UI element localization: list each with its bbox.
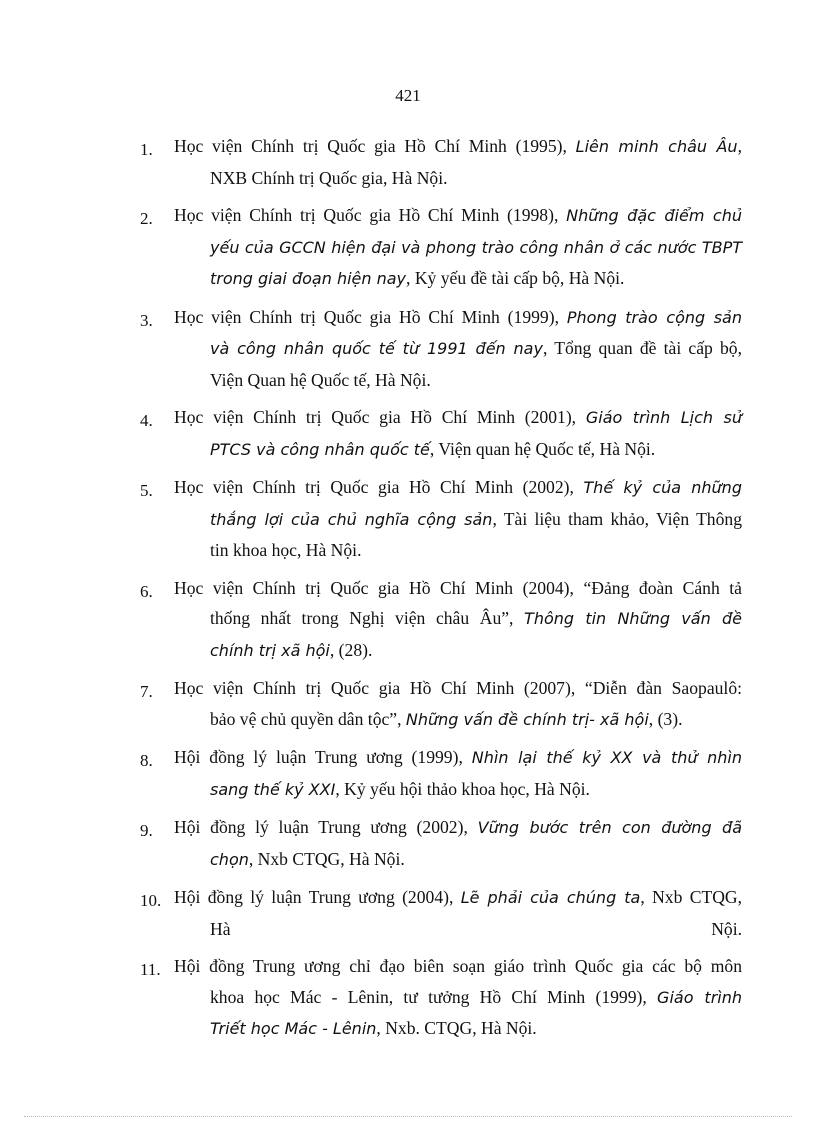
reference-title: Vững bước trên con đường đã [477, 818, 742, 837]
reference-segment: thống nhất trong Nghị viện châu Âu”, [210, 608, 525, 628]
reference-number: 6. [140, 581, 153, 601]
reference-segment: , Kỷ yếu đề tài cấp bộ, Hà Nội. [406, 268, 625, 288]
reference-list [140, 131, 742, 1052]
reference-line [174, 635, 742, 667]
reference-title: Giáo trình [657, 987, 743, 1007]
reference-title: trong giai đoạn hiện nay [210, 269, 407, 288]
reference-line [174, 333, 742, 365]
reference-line [174, 504, 742, 536]
reference-line [174, 1013, 742, 1045]
reference-title: sang thế kỷ XXI [210, 779, 336, 799]
reference-item [140, 402, 742, 465]
reference-line [174, 704, 742, 736]
reference-item [140, 573, 742, 667]
reference-line [174, 573, 742, 604]
reference-line [174, 163, 742, 194]
reference-line [174, 200, 742, 232]
reference-line [174, 774, 742, 806]
reference-line [174, 365, 742, 396]
reference-line [174, 951, 742, 982]
reference-title: Thế kỷ của những [583, 478, 742, 497]
reference-segment: Hà [210, 918, 231, 939]
reference-title: thắng lợi của chủ nghĩa cộng sản [210, 509, 493, 529]
reference-segment: , (28). [329, 639, 373, 660]
reference-segment: Hội đồng lý luận Trung ương (2004), [174, 887, 461, 907]
reference-segment: Hội đồng lý luận Trung ương (1999), [174, 747, 472, 767]
reference-title: Nhìn lại thế kỷ XX và thử nhìn [471, 748, 742, 767]
reference-text [174, 882, 742, 944]
reference-title: và công nhân quốc tế từ 1991 đến nay [210, 339, 543, 358]
reference-line [174, 982, 742, 1014]
reference-line [174, 434, 742, 466]
reference-number: 11. [140, 960, 161, 979]
reference-title: yếu của GCCN hiện đại và phong trào công nhân ở các nước TBPT [210, 237, 742, 257]
reference-segment: Học viện Chính trị Quốc gia Hồ Chí Minh (2002), [174, 477, 584, 497]
reference-line [174, 882, 742, 914]
reference-text [174, 673, 742, 735]
reference-text [174, 200, 742, 295]
reference-title: Phong trào cộng sản [566, 307, 742, 327]
reference-title: Liên minh châu Âu [575, 137, 738, 156]
reference-item [140, 742, 742, 805]
reference-segment: Học viện Chính trị Quốc gia Hồ Chí Minh (2004), “Đảng đoàn Cánh tả [174, 577, 742, 598]
reference-segment: Học viện Chính trị Quốc gia Hồ Chí Minh (2007), “Diễn đàn Saopaulô: [174, 678, 742, 698]
reference-title: Những vấn đề chính trị- xã hội [405, 709, 649, 729]
reference-text [174, 302, 742, 396]
reference-item [140, 812, 742, 875]
reference-title: chọn [210, 849, 249, 869]
reference-title: Giáo trình Lịch sử [585, 408, 742, 427]
reference-title: Lẽ phải của chúng ta [460, 888, 641, 907]
reference-text [174, 812, 742, 875]
reference-item [140, 951, 742, 1045]
reference-number: 2. [140, 209, 153, 228]
reference-title: Những đặc điểm chủ [566, 206, 742, 225]
reference-item [140, 472, 742, 566]
reference-segment: Nội. [711, 918, 742, 939]
reference-text [174, 742, 742, 805]
reference-line [174, 673, 742, 704]
reference-text [174, 951, 742, 1045]
reference-item [140, 200, 742, 295]
reference-segment: Viện Quan hệ Quốc tế, Hà Nội. [210, 369, 431, 390]
reference-segment: NXB Chính trị Quốc gia, Hà Nội. [210, 167, 448, 188]
reference-item [140, 673, 742, 735]
page-number: 421 [395, 86, 421, 105]
reference-line [174, 742, 742, 774]
reference-segment: , Nxb. CTQG, Hà Nội. [376, 1018, 537, 1038]
footer-divider [24, 1116, 792, 1117]
reference-number: 8. [140, 751, 153, 770]
reference-segment: Học viện Chính trị Quốc gia Hồ Chí Minh (1998), [174, 205, 567, 225]
reference-title: Triết học Mác - Lênin [210, 1019, 377, 1038]
reference-segment: Hội đồng lý luận Trung ương (2002), [174, 817, 478, 837]
reference-line [174, 302, 742, 334]
reference-text [174, 573, 742, 667]
reference-number: 4. [140, 411, 153, 430]
reference-segment: Hội đồng Trung ương chỉ đạo biên soạn giáo trình Quốc gia các bộ môn [174, 956, 742, 976]
reference-segment: , Nxb CTQG, Hà Nội. [248, 848, 405, 869]
reference-line [174, 603, 742, 635]
reference-line [174, 472, 742, 504]
reference-line [174, 263, 742, 295]
reference-title: PTCS và công nhân quốc tế [210, 439, 430, 459]
reference-number: 5. [140, 481, 153, 500]
reference-line [174, 131, 742, 163]
reference-segment: tin khoa học, Hà Nội. [210, 540, 362, 560]
reference-segment: , Kỷ yếu hội thảo khoa học, Hà Nội. [335, 778, 590, 799]
reference-title: Thông tin Những vấn đề [524, 609, 742, 628]
reference-text [174, 131, 742, 193]
reference-line [174, 812, 742, 844]
reference-number: 3. [140, 310, 153, 330]
reference-line [174, 844, 742, 876]
reference-segment: , Tổng quan đề tài cấp bộ, [542, 338, 742, 358]
reference-line [174, 535, 742, 566]
reference-line [174, 914, 742, 945]
reference-segment: , Nxb CTQG, [640, 887, 743, 907]
reference-segment: , (3). [648, 708, 683, 729]
reference-segment: , Viện quan hệ Quốc tế, Hà Nội. [429, 438, 656, 459]
reference-title: chính trị xã hội [210, 640, 330, 660]
reference-segment: Học viện Chính trị Quốc gia Hồ Chí Minh (1999), [174, 306, 567, 327]
reference-number: 9. [140, 821, 153, 840]
reference-segment: , Tài liệu tham khảo, Viện Thông [492, 508, 742, 529]
reference-number: 7. [140, 682, 153, 701]
reference-item [140, 131, 742, 193]
reference-line [174, 402, 742, 434]
reference-segment: , [737, 136, 742, 156]
reference-line [174, 232, 742, 264]
reference-text [174, 402, 742, 465]
reference-segment: Học viện Chính trị Quốc gia Hồ Chí Minh (2001), [174, 407, 586, 427]
reference-text [174, 472, 742, 566]
reference-segment: bảo vệ chủ quyền dân tộc”, [210, 708, 406, 729]
reference-item [140, 882, 742, 944]
reference-number: 1. [140, 140, 153, 159]
reference-segment: Học viện Chính trị Quốc gia Hồ Chí Minh (1995), [174, 136, 576, 156]
reference-item [140, 302, 742, 396]
reference-segment: khoa học Mác - Lênin, tư tưởng Hồ Chí Minh (1999), [210, 986, 658, 1007]
reference-number: 10. [140, 891, 162, 910]
